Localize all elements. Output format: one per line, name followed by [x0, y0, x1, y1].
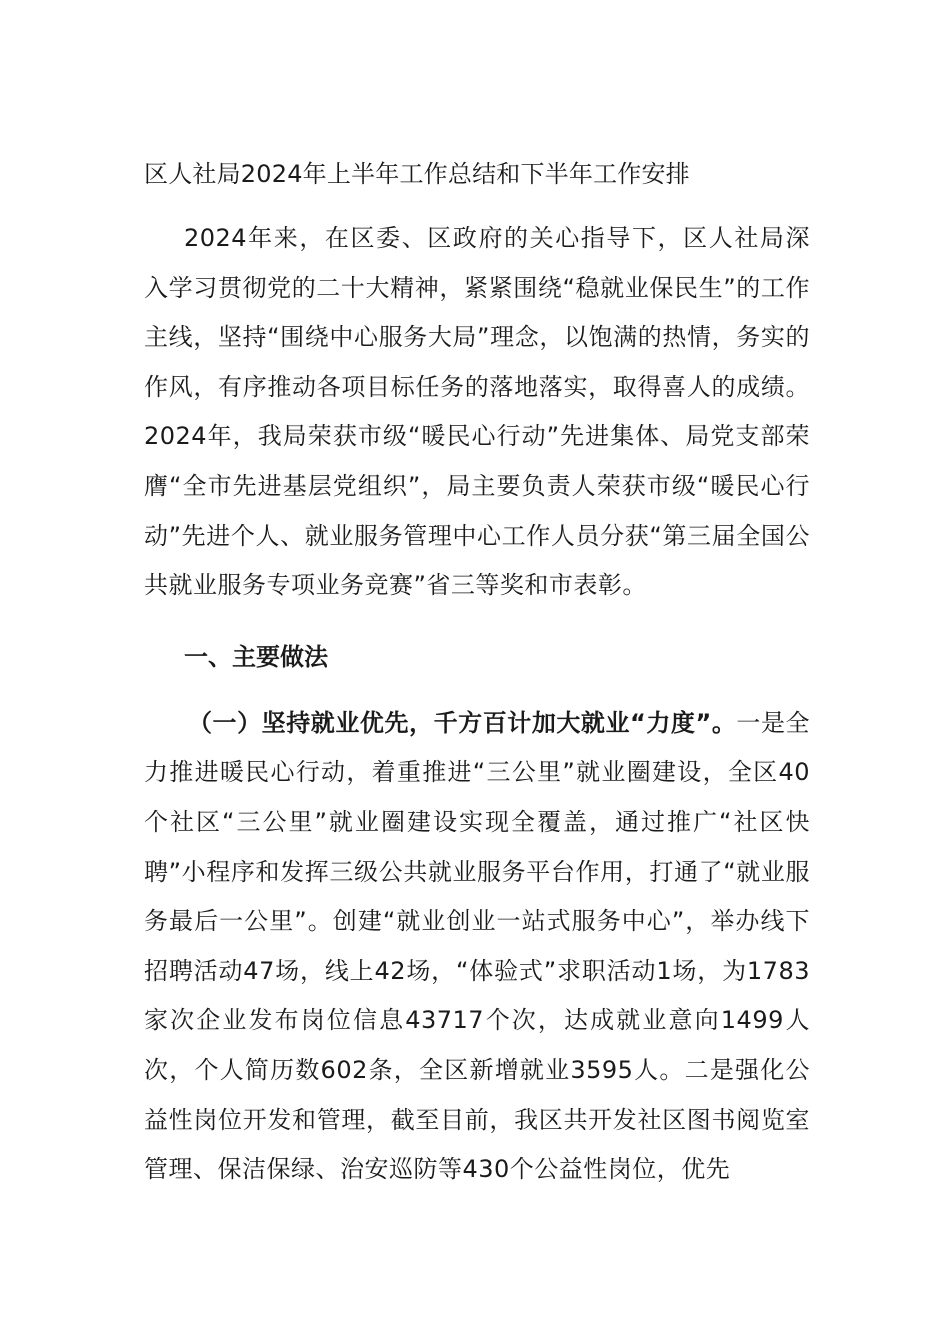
document-body [144, 152, 810, 1195]
document-title: 区人社局2024年上半年工作总结和下半年工作安排 [144, 160, 690, 188]
section-paragraph [144, 699, 810, 1195]
intro-paragraph: 2024年来，在区委、区政府的关心指导下，区人社局深入学习贯彻党的二十大精神，紧紧围绕“稳就业保民生”的工作主线，坚持“围绕中心服务大局”理念，以饱满的热情，务实的作风，有序推动各项目标任务的落地落实，取得喜人的成绩。2024年，我局荣获市级“暖民心行动”先进集体、局党支部荣膺“全市先进基层党组织”，局主要负责人荣获市级“暖民心行动”先进个人、就业服务管理中心工作人员分获“第三届全国公共就业服务专项业务竞赛”省三等奖和市表彰。 [144, 224, 810, 600]
subsection-body-text: 一是全力推进暖民心行动，着重推进“三公里”就业圈建设，全区40个社区“三公里”就业圈建设实现全覆盖，通过推广“社区快聘”小程序和发挥三级公共就业服务平台作用，打通了“就业服务最后一公里”。创建“就业创业一站式服务中心”，举办线下招聘活动47场，线上42场，“体验式”求职活动1场，为1783家次企业发布岗位信息43717个次，达成就业意向1499人次，个人简历数602条，全区新增就业3595人。二是强化公益性岗位开发和管理，截至目前，我区共开发社区图书阅览室管理、保洁保绿、治安巡防等430个公益性岗位，优先 [144, 708, 811, 1184]
section-heading: 一、主要做法 [184, 642, 328, 671]
subsection-heading: （一）坚持就业优先，千方百计加大就业“力度”。 [188, 708, 737, 737]
